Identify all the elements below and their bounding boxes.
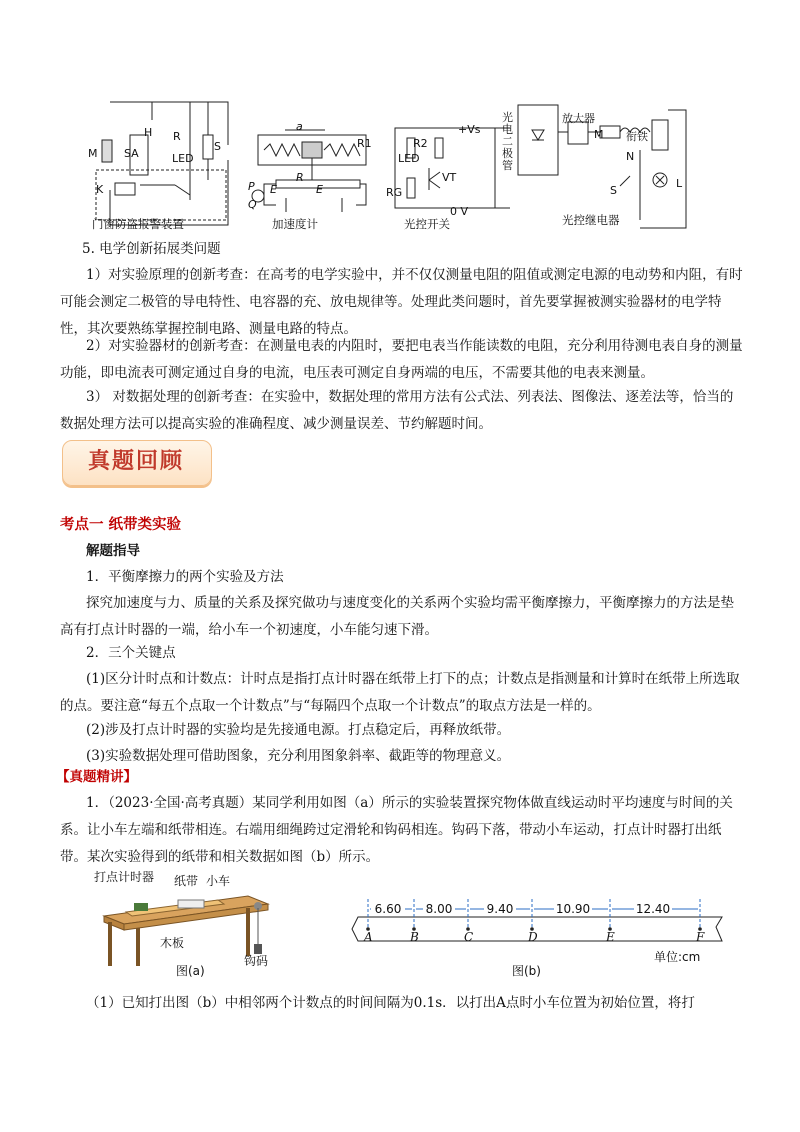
caption-switch: 光控开关 <box>404 217 450 231</box>
relay-label-S: S <box>610 184 617 197</box>
point-C: C <box>464 930 474 944</box>
relay-label-diode: 光电二极管 <box>502 111 513 172</box>
caption-relay: 光控继电器 <box>562 213 620 227</box>
sub-question-1: （1）已知打出图（b）中相邻两个计数点的时间间隔为0.1s．以打出A点时小车位置为初始位置，将打 <box>86 995 695 1011</box>
alarm-label-K: K <box>96 183 104 196</box>
section5-p3: 3） 对数据处理的创新考查：在实验中，数据处理的常用方法有公式法、列表法、图像法、逐差法等，恰当的数据处理方法可以提高实验的准确程度、减少测量误差、节约解题时间。 <box>60 389 734 432</box>
switch-label-led: LED <box>398 152 420 165</box>
point-D: D <box>528 930 538 944</box>
banner <box>62 440 218 492</box>
switch-label-vs: +Vs <box>458 123 481 136</box>
caption-alarm: 门窗防盗报警装置 <box>92 217 184 231</box>
point-A: A <box>364 930 373 944</box>
alarm-label-R: R <box>173 130 181 143</box>
guide-1: 1．平衡摩擦力的两个实验及方法 <box>86 569 284 585</box>
point-E: E <box>606 930 615 944</box>
relay-label-N: N <box>626 150 635 163</box>
relay-label-armature: 衔铁 <box>626 130 648 143</box>
fig-a-weight-label: 钩码 <box>244 954 269 968</box>
relay-label-amp: 放大器 <box>562 112 595 125</box>
key-point-3: (3)实验数据处理可借助图象，充分利用图象斜率、截距等的物理意义。 <box>86 748 511 764</box>
fig-b-unit: 单位:cm <box>654 950 701 964</box>
zhenti-tag: 【真题精讲】 <box>56 769 137 785</box>
accel-label-Q: Q <box>248 198 257 211</box>
fig-a-tape-label: 纸带 <box>174 874 199 888</box>
fig-a-timer-label: 打点计时器 <box>94 870 155 884</box>
point-F: F <box>696 930 705 944</box>
switch-label-0v: 0 V <box>450 205 469 218</box>
segment-DE: 10.90 <box>555 902 591 916</box>
relay-label-L: L <box>676 177 683 190</box>
segment-AB: 6.60 <box>371 902 405 916</box>
alarm-label-M: M <box>88 147 98 160</box>
alarm-label-S: S <box>214 140 221 153</box>
kaodian-heading: 考点一 纸带类实验 <box>60 516 182 533</box>
guide-1-para: 探究加速度与力、质量的关系及探究做功与速度变化的关系两个实验均需平衡摩擦力，平衡摩擦力的方法是垫高有打点计时器的一端，给小车一个初速度，小车能匀速下滑。 <box>60 595 734 638</box>
section5-p1: 1）对实验原理的创新考查：在高考的电学实验中，并不仅仅测量电阻的阻值或测定电源的电动势和内阻，有时可能会测定二极管的导电特性、电容器的充、放电规律等。处理此类问题时，首先要掌握被测实验器材的电学特性，其次要熟练掌握控制电路、测量电路的特点。 <box>60 267 743 337</box>
guide-2: 2．三个关键点 <box>86 645 176 661</box>
switch-label-r2: R2 <box>413 137 428 150</box>
accel-label-E1: E <box>270 183 277 196</box>
switch-label-vt: VT <box>442 171 457 184</box>
fig-b-caption: 图(b) <box>512 964 541 978</box>
accel-label-a: a <box>296 120 303 133</box>
banner-title: 真题回顾 <box>87 449 184 474</box>
accel-label-P: P <box>248 180 255 193</box>
accel-label-E2: E <box>316 183 323 196</box>
guide-heading: 解题指导 <box>86 543 140 559</box>
switch-label-r1: R1 <box>357 137 372 150</box>
key-point-2: (2)涉及打点计时器的实验均是先接通电源。打点稳定后，再释放纸带。 <box>86 722 511 738</box>
segment-EF: 12.40 <box>635 902 671 916</box>
segment-BC: 8.00 <box>423 902 455 916</box>
fig-a-cart-label: 小车 <box>206 874 231 888</box>
alarm-label-LED: LED <box>172 152 194 165</box>
fig-a-caption: 图(a) <box>176 964 205 978</box>
section5-p2: 2）对实验器材的创新考查：在测量电表的内阻时，要把电表当作能读数的电阻，充分利用待测电表自身的测量功能，即电流表可测定通过自身的电流，电压表可测定自身两端的电压，不需要其他的电表来测量。 <box>60 338 743 381</box>
figure-b-tape <box>350 895 732 955</box>
switch-label-rg: RG <box>386 186 403 199</box>
fig-a-board-label: 木板 <box>160 936 185 950</box>
question-1: 1．（2023·全国·高考真题）某同学利用如图（a）所示的实验装置探究物体做直线运动时平均速度与时间的关系。让小车左端和纸带相连。右端用细绳跨过定滑轮和钩码相连。钩码下落，带动小车运动，打点计时器打出纸带。某次实验得到的纸带和相关数据如图（b）所示。 <box>60 795 733 865</box>
caption-accel: 加速度计 <box>272 217 318 231</box>
point-B: B <box>410 930 419 944</box>
alarm-label-H: H <box>144 126 153 139</box>
section5-heading: 5. 电学创新拓展类问题 <box>82 241 221 257</box>
alarm-label-SA: SA <box>124 147 139 160</box>
key-point-1: (1)区分计时点和计数点：计时点是指打点计时器在纸带上打下的点；计数点是指测量和计算时在纸带上所选取的点。要注意“每五个点取一个计数点”与“每隔四个点取一个计数点”的取点方法是一样的。 <box>60 671 740 714</box>
segment-CD: 9.40 <box>484 902 516 916</box>
accel-label-R: R <box>296 171 304 184</box>
relay-label-M: M <box>594 128 604 141</box>
